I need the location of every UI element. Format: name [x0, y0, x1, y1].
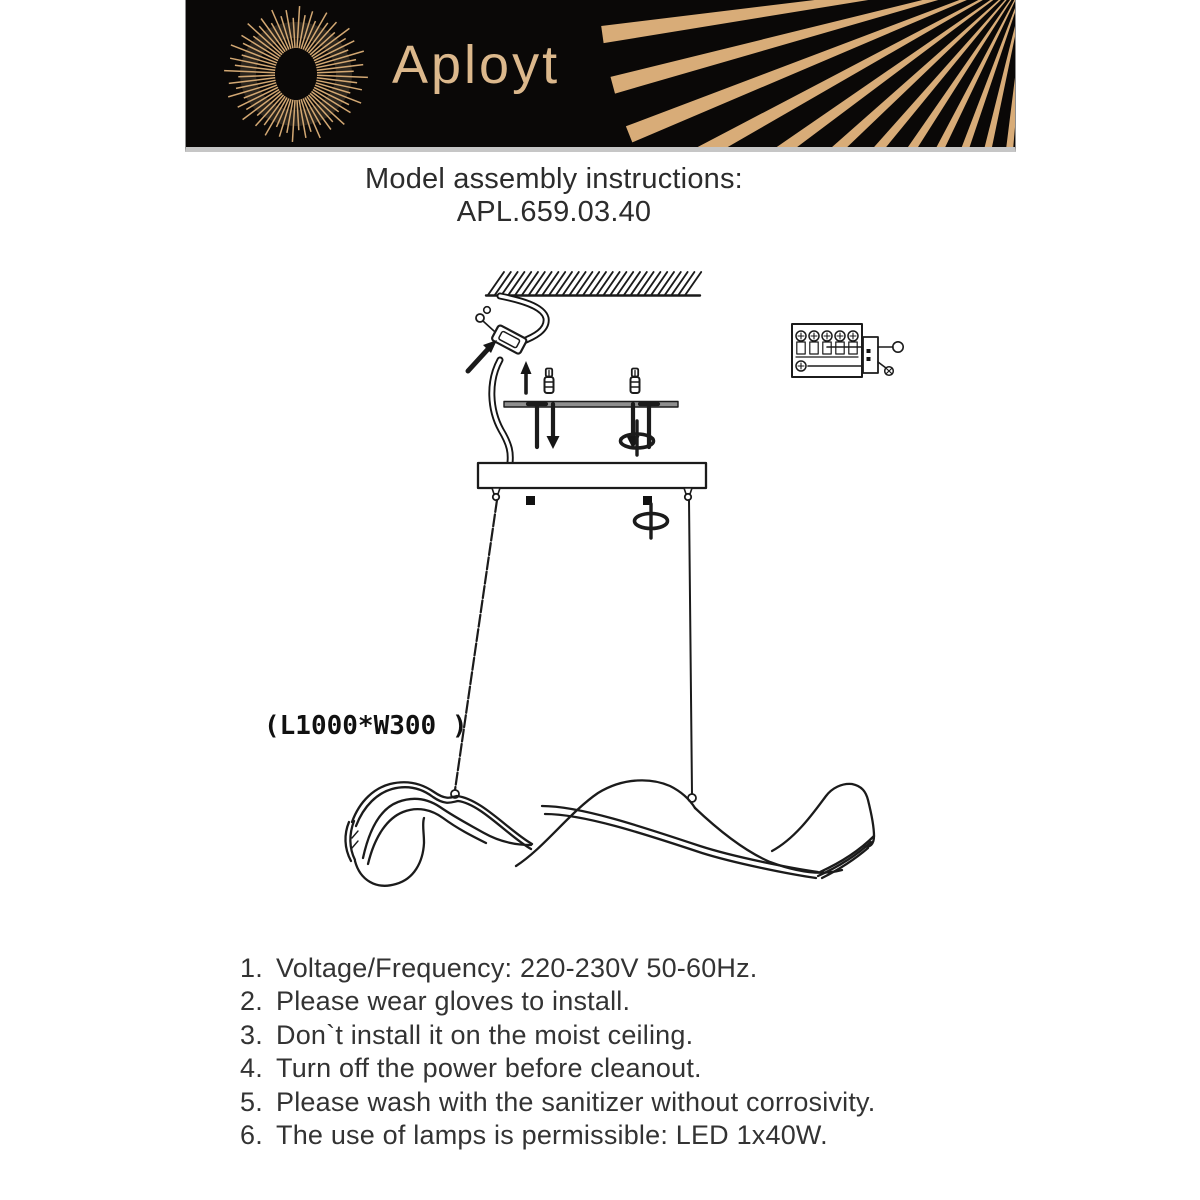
instruction-list: [240, 952, 1020, 1152]
suspension-cables: [451, 500, 696, 802]
ceiling-hatch: [486, 272, 701, 296]
brand-name: Aployt: [392, 35, 561, 95]
item-number: 6.: [240, 1120, 263, 1151]
item-text: Please wash with the sanitizer without corrosivity.: [276, 1086, 876, 1117]
instruction-item: [240, 1119, 1020, 1152]
terminal-block-detail: [792, 324, 903, 377]
model-number: APL.659.03.40: [456, 196, 652, 228]
item-text: Please wear gloves to install.: [276, 986, 631, 1017]
screw-icon: [545, 369, 554, 394]
item-number: 1.: [240, 953, 263, 983]
item-text: The use of lamps is permissible: LED 1x40W.: [276, 1120, 828, 1151]
item-number: 4.: [240, 1053, 263, 1084]
dimension-label: (L1000*W300 ): [264, 711, 468, 741]
page-title: Model assembly instructions:: [365, 163, 743, 195]
instruction-item: [240, 1019, 1020, 1052]
instruction-item: [240, 1052, 1020, 1085]
item-text: Don`t install it on the moist ceiling.: [276, 1019, 694, 1050]
item-number: 2.: [240, 986, 263, 1017]
instruction-item: [240, 952, 1020, 985]
instruction-item: [240, 985, 1020, 1018]
insert-arrow-icon: [468, 340, 497, 371]
instruction-item: [240, 1086, 1020, 1119]
canopy: [478, 463, 706, 505]
lamp-shade: [345, 780, 874, 885]
item-text: Voltage/Frequency: 220-230V 50-60Hz.: [276, 953, 758, 983]
wire-connector: [476, 307, 527, 355]
up-arrow-icon: [521, 361, 532, 393]
rotate-screw-icon: [635, 504, 668, 538]
item-number: 5.: [240, 1086, 263, 1117]
item-text: Turn off the power before cleanout.: [276, 1053, 702, 1084]
item-number: 3.: [240, 1019, 263, 1050]
screw-icon: [631, 369, 640, 394]
